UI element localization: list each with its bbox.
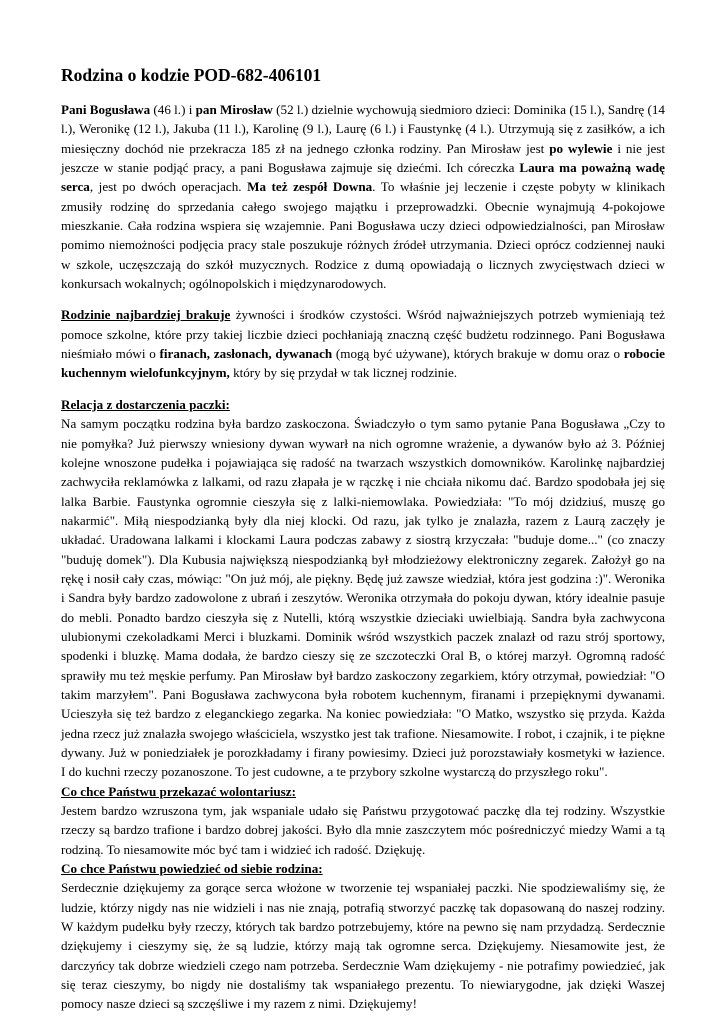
- bold-run: Pani Bogusława: [61, 102, 151, 117]
- document-page: [61, 64, 665, 1014]
- delivery-section: [61, 395, 665, 782]
- bold-run: robocie kuchennym wielofunkcyjnym,: [61, 346, 665, 381]
- bold-run: pan Mirosław: [195, 102, 273, 117]
- text-run: i nie jest jeszcze w stanie podjąć pracy, a pani Bogusława zajmuje się dziećmi. Ich córeczka: [61, 140, 665, 176]
- underlined-bold-run: Rodzinie najbardziej brakuje: [61, 307, 231, 323]
- bold-run: Laura ma poważną wadę serca: [61, 160, 665, 195]
- volunteer-heading: Co chce Państwu przekazać wolontariusz:: [61, 783, 296, 799]
- text-run: który by się przydał w tak licznej rodzinie.: [229, 365, 458, 381]
- text-run: (46 l.) i: [150, 102, 196, 117]
- volunteer-section: [61, 782, 665, 859]
- needs-paragraph: [61, 305, 665, 382]
- bold-run: Ma też zespół Downa: [247, 179, 373, 195]
- volunteer-text: Jestem bardzo wzruszona tym, jak wspaniale udało się Państwu przygotować paczkę dla tej rodziny. Wszystkie rzeczy są bardzo trafione i bardzo dobrej jakości. Było dla mnie zaszczytem móc pośredniczyć miedzy Wami a tą rodziną. To niesamowite móc być tam i widzieć ich radość. Dziękuję.: [61, 803, 665, 857]
- family-message-heading: Co chce Państwu powiedzieć od siebie rodzina:: [61, 861, 323, 877]
- document-title: Rodzina o kodzie POD-682-406101: [61, 65, 322, 85]
- text-run: , jest po dwóch operacjach.: [89, 179, 248, 195]
- bold-run: po wylewie: [549, 140, 613, 156]
- family-description: [61, 100, 665, 293]
- text-run: żywności i środków czystości. Wśród najważniejszych potrzeb wymieniają też pomoce szkolne, które przy takiej liczbie dzieci pochłaniają znaczną część budżetu rodzinnego. Pani Bogusława nieśmiało mówi o: [61, 307, 665, 362]
- text-run: (52 l.) dzielnie wychowują siedmioro dzieci: Dominika (15 l.), Sandrę (14 l.), Weronikę (12 l.), Jakuba (11 l.), Karolinę (9 l.), Laurę (6 l.) i Faustynkę (4 l.). Utrzymują się z zasiłków, a ich miesięczny dochód nie przekracza 185 zł na jednego członka rodziny. Pan Mirosław jest: [61, 102, 665, 156]
- bold-run: firanach, zasłonach, dywanach: [159, 346, 333, 362]
- text-run: (mogą być używane), których brakuje w domu oraz o: [332, 346, 624, 362]
- delivery-heading: Relacja z dostarczenia paczki:: [61, 396, 230, 412]
- family-message-text: Serdecznie dziękujemy za gorące serca włożone w tworzenie tej wspaniałej paczki. Nie spodziewaliśmy się, że ludzie, którzy nigdy nas nie widzieli i nas nie znają, potrafią stworzyć paczkę tak dopasowaną do naszej rodziny. W każdym pudełku były rzeczy, których tak bardzo potrzebujemy, które na pewno się nam przydadzą. Serdecznie dziękujemy i cieszymy się, że są ludzie, którzy mają tak ogromne serca. Dziękujemy. Niesamowite jest, że darczyńcy tak dobrze wiedzieli czego nam potrzeba. Serdecznie Wam dziękujemy - nie potrafimy powiedzieć, jak się teraz cieszymy, bo nigdy nie dostaliśmy tak wspaniałego prezentu. To niewiarygodne, jak dzięki Waszej pomocy nasze dzieci są szczęśliwe i my razem z nimi. Dziękujemy!: [61, 880, 665, 1012]
- family-message-section: [61, 859, 665, 1014]
- text-run: . To właśnie jej leczenie i częste pobyty w klinikach zmusiły rodzinę do sprzedania całego swojego majątku i przeprowadzki. Obecnie wynajmują 4-pokojowe mieszkanie. Cała rodzina wspiera się wzajemnie. Pani Bogusława uczy dzieci odpowiedzialności, pan Mirosław pomimo niemożności podjęcia pracy stale poszukuje różnych źródeł utrzymania. Dzieci oprócz codziennej nauki w szkole, uczęszczają do szkół muzycznych. Rodzice z dumą opowiadają o licznych zwycięstwach dzieci w konkursach wokalnych; ogólnopolskich i międzynarodowych.: [61, 179, 666, 292]
- delivery-text: Na samym początku rodzina była bardzo zaskoczona. Świadczyło o tym samo pytanie Pana Bogusława „Czy to nie pomyłka? Już pierwszy wniesiony dywan wywarł na nich ogromne wrażenie, a dywanów było aż 3. Później kolejne wnoszone pudełka i pojawiająca się radość na twarzach wszystkich domowników. Karolinkę najbardziej zachwyciła reklamówka z lalkami, od razu złapała je w rączkę i nie chciała nikomu dać. Bardzo spodobała jej się lalka Barbie. Faustynka ogromnie cieszyła się z lalki-niemowlaka. Powiedziała: "To mój dzidziuś, muszę go nakarmić". Miłą niespodzianką były dla niej klocki. Od razu, jak tylko je znalazła, razem z Laurą zaczęły je układać. Uradowana lalkami i klockami Laura podczas zabawy z siostrą krzyczała: "buduje dome..." (co znaczy "buduję domek"). Dla Kubusia największą niespodzianką był młodzieżowy elektroniczny zegarek. Założył go na rękę i nosił cały czas, mówiąc: "On już mój, ale piękny. Będę już zawsze wiedział, która jest godzina :)". Weronika i Sandra były bardzo zadowolone z ubrań i zeszytów. Weronika otrzymała do pokoju dywan, który idealnie pasuje do mebli. Ponadto bardzo cieszyła się z Nutelli, którą wszystkie dzieciaki uwielbiają. Sandra była zachwycona ulubionymi czekoladkami Merci i bluzkami. Dominik wśród wszystkich paczek znalazł od razu strój sportowy, spodenki i bluzkę. Mama dodała, że bardzo cieszy się ze szczoteczki Oral B, o której marzył. Ogromną radość sprawiły mu też męskie perfumy. Pan Mirosław był bardzo zaskoczony zegarkiem, który otrzymał, powiedział: "O takim marzyłem". Pani Bogusława zachwycona była robotem kuchennym, firanami i przepięknymi dywanami. Ucieszyła się też bardzo z eleganckiego zegarka. Na koniec powiedziała: "O Matko, wszystko się przyda. Każda jedna rzecz już znalazła swojego właściciela, wszystko jest tak trafione. Niesamowite. I robot, i czajnik, i te piękne dywany. Już w poniedziałek je porozkładamy i firany powiesimy. Dzieci już porozstawiały kosmetyki w łazience. I do kuchni rzeczy pozanoszone. To jest cudowne, a te przybory szkolne wystarczą do przyszłego roku".: [61, 416, 665, 780]
